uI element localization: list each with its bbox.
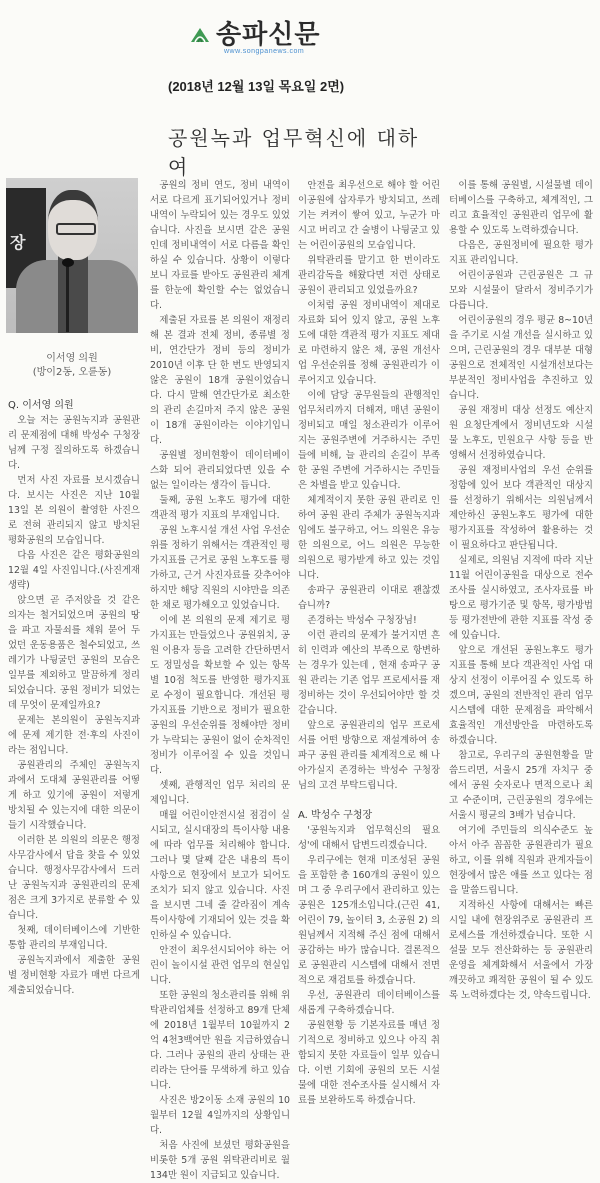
paragraph: 다음은, 공원정비에 필요한 평가지표 관리입니다. xyxy=(449,240,593,266)
article-headline: 공원녹과 업무혁신에 대하여 xyxy=(168,126,420,179)
paragraph: 송파구 공원관리 이대로 괜찮겠습니까? xyxy=(298,585,440,611)
councilor-photo xyxy=(6,178,138,333)
paragraph: 오늘 저는 공원녹지과 공원관리 문제점에 대해 박성수 구청장님께 구정 질의하도록 하겠습니다. xyxy=(8,415,140,471)
paragraph: 제출된 자료를 본 의원이 재정리해 본 결과 전체 정비, 종류별 정비, 연간단가 정비 등의 정비가 2010년 이후 단 한 번도 반영되지 않은 공원이 18개 공원이었습니다. 다시 말해 연간단가로 최소한의 관리 손길마저 주지 않은 공원이 18개 공원이라는 이야기입니다. xyxy=(150,315,290,446)
paragraph: 여기에 주민들의 의식수준도 높아서 아주 꼼꼼한 공원관리가 필요하고, 이를 위해 직원과 관계자들이 현장에서 많은 애를 쓰고 있다는 점을 말씀드립니다. xyxy=(449,825,593,896)
caption-district: (방이2동, 오륜동) xyxy=(32,367,112,378)
paragraph: 어린이공원의 경우 평균 8~10년을 주기로 시설 개선을 실시하고 있으며, 근린공원의 경우 대부분 대형공원으로 전체적인 시설개선보다는 부분적인 정비사업을 추진하고 있습니다. xyxy=(449,315,593,401)
photo-caption xyxy=(6,352,138,380)
paragraph: 둘째, 공원 노후도 평가에 대한 객관적 평가 지표의 부재입니다. xyxy=(150,495,290,521)
article-column-2 xyxy=(150,178,290,1183)
paragraph: 우리구에는 현재 미조성된 공원을 포함한 총 160개의 공원이 있으며 그 중 우리구에서 관리하고 있는 공원은 125개소입니다.(근린 41, 어린이 79, 놀이터 3, 소공원 2) 의원님께서 지적해 주신 점에 대해서 공감하는 바가 많습니다. 결론적으로 공원관리 시스템에 대해서 전면적으로 재검토를 하겠습니다. xyxy=(298,855,440,986)
paragraph: 첫째, 데이터베이스에 기반한 통합 관리의 부재입니다. xyxy=(8,925,140,951)
article-column-3 xyxy=(298,178,440,1108)
paragraph: 또한 공원의 청소관리를 위해 위탁관리업체를 선정하고 89개 단체에 2018년 1월부터 10월까지 2억 4천3백여만 원을 지급하였습니다. 그러나 공원의 관리 상태는 관리라는 단어를 무색하게 하고 있습니다. xyxy=(150,990,290,1091)
paragraph: 안전을 최우선으로 해야 할 어린이공원에 삽자루가 방치되고, 쓰레기는 켜켜이 쌓여 있고, 누군가 마시고 버리고 간 술병이 나뒹굴고 있는 어린이공원의 모습입니다. xyxy=(298,180,440,251)
glasses-icon xyxy=(56,223,96,235)
paragraph: 매월 어린이안전시설 점검이 실시되고, 실시대장의 특이사항 내용에 따라 업무를 처리해야 합니다. 그러나 몇 달째 같은 내용의 특이사항으로 현장에서 보고가 되어도 조치가 되지 않고 있습니다. 사진을 보시면 그네 줄 갈라짐이 계속 특이사항에 기재되어 있는 것을 확인하실 수 있습니다. xyxy=(150,810,290,941)
question-heading: Q. 이서영 의원 xyxy=(8,400,74,411)
paragraph: 위탁관리를 맡기고 한 번이라도 관리감독을 해왔다면 저런 상태로 공원이 관리되고 있었을까요? xyxy=(298,255,440,296)
paragraph: 먼저 사진 자료를 보시겠습니다. 보시는 사진은 지난 10월 13일 본 의원이 촬영한 사진으로 전혀 관리되지 않고 방치된 평화공원의 모습입니다. xyxy=(8,475,140,546)
microphone-stand xyxy=(66,262,69,332)
paragraph: 다음 사진은 같은 평화공원의 12월 4일 사진입니다.(사진게재 생략) xyxy=(8,550,140,591)
paragraph: 공원 노후시설 개선 사업 우선순위를 정하기 위해서는 객관적인 평가지표를 근거로 공원 노후도를 평가하고, 근거 사진자료를 갖추어야 하지만 해당 직원의 시야만을 의존한 채로 평가해오고 있었습니다. xyxy=(150,525,290,611)
paragraph: 지적하신 사항에 대해서는 빠른 시일 내에 현장위주로 공원관리 프로세스를 개선하겠습니다. 또한 시설물 모두 전산화하는 등 공원관리운영을 체계화해서 서울에서 가장 깨끗하고 쾌적한 공원이 될 수 있도록 노력하겠다는 것, 약속드립니다. xyxy=(449,900,593,1001)
paragraph: 실제로, 의원님 지적에 따라 지난 11월 어린이공원을 대상으로 전수조사를 실시하였고, 조사자료를 바탕으로 평가기준 및 항목, 평가방법 등 평가전반에 관한 지표를 작성 중에 있습니다. xyxy=(449,555,593,641)
paragraph: 앉으면 곧 주저앉을 것 같은 의자는 철거되었으며 공원의 땅을 파고 자물쇠를 채워 묻어 두었던 운동용품은 철수되었고, 쓰레기가 나뒹굴던 공원의 모습은 일부를 제외하고 말끔하게 정리되었습니다. 공원 정비가 되었는데 무엇이 문제일까요? xyxy=(8,595,140,711)
section-spacer xyxy=(298,793,440,808)
paragraph: 앞으로 공원관리의 업무 프로세서를 어떤 방향으로 재설계하여 송파구 공원 관리를 체계적으로 해 나아가실지 존경하는 박성수 구청장님의 고견 부탁드립니다. xyxy=(298,720,440,791)
paragraph: 이에 본 의원의 문제 제기로 평가지표는 만들었으나 공원위치, 공원 이용자 등을 고려한 간단하면서도 정밀성을 확보할 수 있는 항목별 10점 척도를 반영한 평가지표로 수정이 필요합니다. 개선된 평가지표를 기반으로 정비가 필요한 공원의 우선순위를 정해야만 정비가 누락되는 공원이 없이 순차적인 정비가 이루어질 수 있을 것입니다. xyxy=(150,615,290,776)
photo-turtleneck xyxy=(58,256,88,333)
paragraph: 공원 재정비 대상 선정도 예산지원 요청단계에서 정비년도와 시설물 노후도, 민원요구 사항 등을 반영해서 선정하였습니다. xyxy=(449,405,593,461)
paragraph: 공원의 정비 연도, 정비 내역이 서로 다르게 표기되어있거나 정비내역이 누락되어 있는 경우도 있었습니다. 사진을 보시면 같은 공원인데 정비내역이 서로 다름을 확인하실 수 있습니다. 상황이 이렇다 보니 자료를 받아도 공원관리 체계를 한눈에 확인할 수는 없었습니다. xyxy=(150,180,290,311)
microphone-icon xyxy=(62,258,74,267)
paragraph: 이를 통해 공원별, 시설물별 데이터베이스를 구축하고, 체계적인, 그리고 효율적인 공원관리 업무에 활용할 수 있도록 노력하겠습니다. xyxy=(449,180,593,236)
dateline: (2018년 12월 13일 목요일 2면) xyxy=(168,79,345,94)
paragraph: 공원녹지과에서 제출한 공원별 정비현황 자료가 매번 다르게 제출되었습니다. xyxy=(8,955,140,996)
paragraph: 안전이 최우선시되어야 하는 어린이 놀이시설 관련 업무의 현실입니다. xyxy=(150,945,290,986)
newspaper-url[interactable]: www.songpanews.com xyxy=(224,48,305,55)
paragraph: 이에 담당 공무원들의 관행적인 업무처리까지 더해져, 매년 공원이 정비되고 매일 청소관리가 이루어지는 공원주변에 거주하시는 주민들에 비해, 늘 관리의 손길이 부족한 공원 주변에 거주하시는 주민들은 차별을 받고 있습니다. xyxy=(298,390,440,491)
paragraph: '공원녹지과 업무혁신의 필요성'에 대해서 답변드리겠습니다. xyxy=(298,825,440,851)
paragraph: 셋째, 관행적인 업무 처리의 문제입니다. xyxy=(150,780,290,806)
paragraph: 공원별 정비현황이 데이터베이스화 되어 관리되었다면 있을 수 없는 일이라는 생각이 듭니다. xyxy=(150,450,290,491)
article-column-1 xyxy=(8,398,140,998)
newspaper-name: 송파신문 xyxy=(216,20,321,50)
paragraph: 이런 관리의 문제가 불거지면 흔히 인력과 예산의 부족으로 항변하는 경우가 있는데 , 현재 송파구 공원 관리는 기존 업무 프로세서를 재정비하는 것이 우선되어야만 할 것 같습니다. xyxy=(298,630,440,716)
logo[interactable] xyxy=(190,22,320,48)
paragraph: 이러한 본 의원의 의문은 행정사무감사에서 답을 찾을 수 있었습니다. 행정사무감사에서 드러난 공원녹지과 공원관리의 문제점은 크게 3가지로 분류할 수 있습니다. xyxy=(8,835,140,921)
paragraph: 처음 사진에 보셨던 평화공원을 비롯한 5개 공원 위탁관리비로 월 134만 원이 지급되고 있습니다. xyxy=(150,1140,290,1181)
paragraph: 어린이공원과 근린공원은 그 규모와 시설물이 달라서 정비주기가 다릅니다. xyxy=(449,270,593,311)
article-column-4 xyxy=(449,178,593,1003)
paragraph: 이처럼 공원 정비내역이 제대로 자료화 되어 있지 않고, 공원 노후도에 대한 객관적 평가 지표도 제대로 마련하지 않은 채, 공원 개선사업 우선순위를 정해 공원관리가 이루어지고 있습니다. xyxy=(298,300,440,386)
paragraph: 공원관리의 주체인 공원녹지과에서 도대체 공원관리를 어떻게 하고 있기에 공원이 저렇게 방치될 수 있는지에 대한 의문이 들기 시작했습니다. xyxy=(8,760,140,831)
paragraph: 체계적이지 못한 공원 관리로 인하여 공원 관리 주체가 공원녹지과임에도 불구하고, 어느 의원은 유능한 의원으로, 어느 의원은 무능한 의원으로 평가받게 하고 있는 것입니다. xyxy=(298,495,440,581)
paragraph: 우선, 공원관리 데이터베이스를 새롭게 구축하겠습니다. xyxy=(298,990,440,1016)
masthead xyxy=(0,0,600,60)
paragraph: 사진은 방2이동 소재 공원의 10월부터 12월 4일까지의 상황입니다. xyxy=(150,1095,290,1136)
paragraph: 공원현황 등 기본자료를 매년 정기적으로 정비하고 있으나 아직 취합되지 못한 자료들이 일부 있습니다. 이번 기회에 공원의 모든 시설물에 대한 전수조사를 실시해서 자료를 보완하도록 하겠습니다. xyxy=(298,1020,440,1106)
paragraph: 문제는 본의원이 공원녹지과에 문제 제기한 전·후의 사진이라는 점입니다. xyxy=(8,715,140,756)
paragraph: 참고로, 우리구의 공원현황을 말씀드리면, 서울시 25개 자치구 중에서 공원 숫자로나 면적으로나 최고 수준이며, 근린공원의 경우에는 서울시 평균의 3배가 넘습니다. xyxy=(449,750,593,821)
caption-name: 이서영 의원 xyxy=(46,353,98,364)
paragraph: 존경하는 박성수 구청장님! xyxy=(307,615,417,626)
backdrop-text: 장 xyxy=(10,233,26,252)
answer-heading: A. 박성수 구청장 xyxy=(298,810,373,821)
mountain-logo-icon xyxy=(190,26,210,44)
paragraph: 공원 재정비사업의 우선 순위를 정함에 있어 보다 객관적인 대상지를 선정하기 위해서는 의원님께서 제안하신 공원노후도 평가에 대한 평가지표를 작성하여 활용하는 것이 필요하다고 판단됩니다. xyxy=(449,465,593,551)
paragraph: 앞으로 개선된 공원노후도 평가지표를 통해 보다 객관적인 사업 대상지 선정이 이루어질 수 있도록 하겠으며, 공원의 전반적인 관리 업무시스템에 대한 문제점을 파악해서 효율적인 개선방안을 마련하도록 하겠습니다. xyxy=(449,645,593,746)
